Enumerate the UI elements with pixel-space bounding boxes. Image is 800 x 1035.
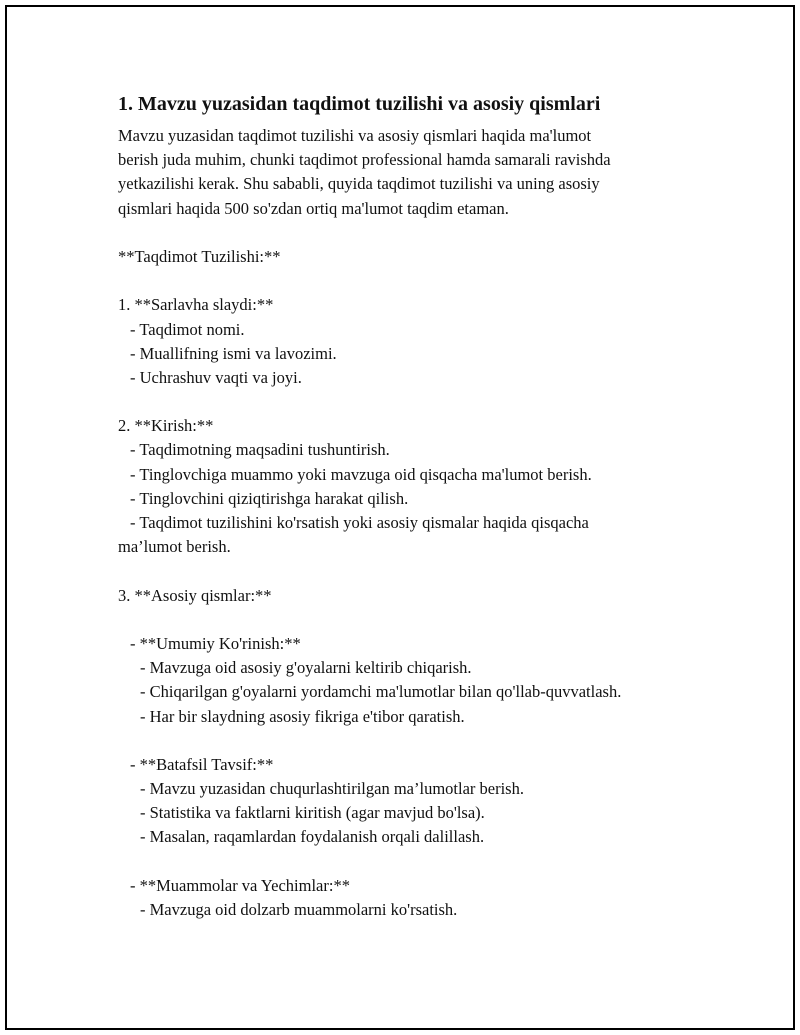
list-item: - Taqdimot nomi. xyxy=(130,319,245,339)
section-heading: 1. **Sarlavha slaydi:** xyxy=(118,295,274,315)
section-title-slide xyxy=(118,293,708,390)
intro-paragraph xyxy=(118,124,708,221)
intro-line: qismlari haqida 500 so'zdan ortiq ma'lumot taqdim etaman. xyxy=(118,198,509,218)
subsection-heading: - **Umumiy Ko'rinish:** xyxy=(130,633,301,653)
list-item: - Chiqarilgan g'oyalarni yordamchi ma'lumotlar bilan qo'llab-quvvatlash. xyxy=(140,682,622,702)
blank-line xyxy=(118,269,708,293)
blank-line xyxy=(118,850,708,874)
page-title: 1. Mavzu yuzasidan taqdimot tuzilishi va asosiy qismlari xyxy=(118,93,601,115)
list-item: - Masalan, raqamlardan foydalanish orqali dalillash. xyxy=(140,827,485,847)
blank-line xyxy=(118,559,708,583)
document-body xyxy=(118,90,708,922)
section-introduction xyxy=(118,414,708,559)
section-main-parts xyxy=(118,584,708,923)
list-item: - Uchrashuv vaqti va joyi. xyxy=(130,367,302,387)
list-item: - Mavzu yuzasidan chuqurlashtirilgan ma’lumotlar berish. xyxy=(140,779,524,799)
intro-line: berish juda muhim, chunki taqdimot professional hamda samarali ravishda xyxy=(118,150,611,170)
structure-heading: **Taqdimot Tuzilishi:** xyxy=(118,246,281,266)
list-item: - Statistika va faktlarni kiritish (agar mavjud bo'lsa). xyxy=(140,803,485,823)
subsection-overview xyxy=(118,632,708,729)
list-item: - Har bir slaydning asosiy fikriga e'tibor qaratish. xyxy=(140,706,465,726)
section-heading: 3. **Asosiy qismlar:** xyxy=(118,585,272,605)
intro-line: Mavzu yuzasidan taqdimot tuzilishi va asosiy qismlari haqida ma'lumot xyxy=(118,126,592,145)
list-item: - Mavzuga oid dolzarb muammolarni ko'rsatish. xyxy=(140,900,458,919)
list-item-continuation: ma’lumot berish. xyxy=(118,537,231,557)
subsection-heading: - **Muammolar va Yechimlar:** xyxy=(130,875,350,895)
section-heading: 2. **Kirish:** xyxy=(118,416,214,436)
list-item: - Taqdimotning maqsadini tushuntirish. xyxy=(130,440,390,460)
subsection-heading: - **Batafsil Tavsif:** xyxy=(130,754,274,774)
blank-line xyxy=(118,608,708,632)
blank-line xyxy=(118,729,708,753)
list-item: - Tinglovchini qiziqtirishga harakat qilish. xyxy=(130,488,409,508)
intro-line: yetkazilishi kerak. Shu sababli, quyida taqdimot tuzilishi va uning asosiy xyxy=(118,174,600,194)
subsection-problems-solutions xyxy=(118,874,708,922)
list-item: - Muallifning ismi va lavozimi. xyxy=(130,343,337,363)
list-item: - Mavzuga oid asosiy g'oyalarni keltirib chiqarish. xyxy=(140,658,472,678)
list-item: - Tinglovchiga muammo yoki mavzuga oid qisqacha ma'lumot berish. xyxy=(130,464,592,484)
subsection-detailed-description xyxy=(118,753,708,850)
list-item: - Taqdimot tuzilishini ko'rsatish yoki asosiy qismalar haqida qisqacha xyxy=(130,513,589,532)
blank-line xyxy=(118,221,708,245)
blank-line xyxy=(118,390,708,414)
